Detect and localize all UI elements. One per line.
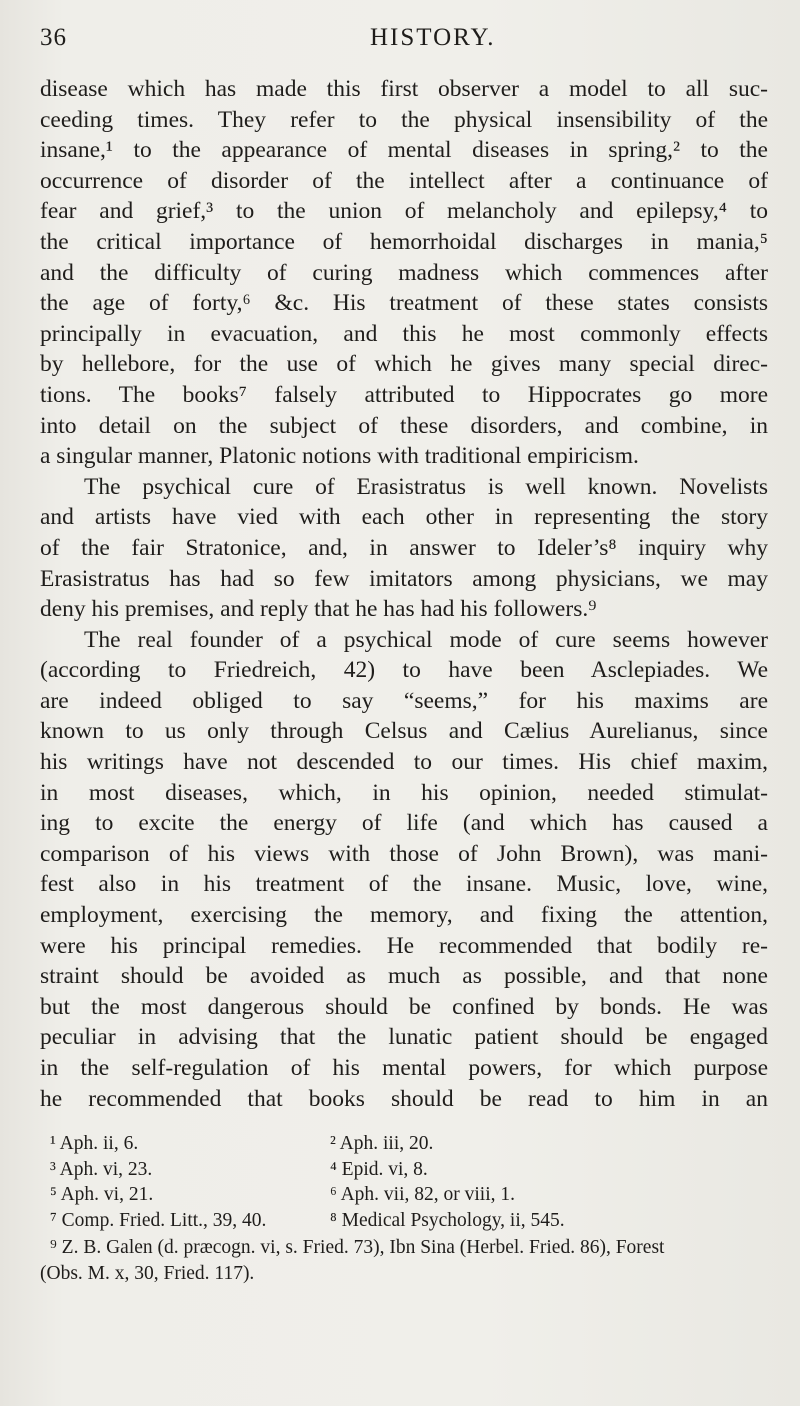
text-line: Erasistratus has had so few imitators among physicians, we may xyxy=(40,565,768,592)
text-line: and the difficulty of curing madness which commences after xyxy=(40,259,768,286)
text-line: and artists have vied with each other in representing the story xyxy=(40,504,768,531)
footnote-row xyxy=(40,1210,768,1236)
footnotes xyxy=(40,1133,768,1286)
text-line: by hellebore, for the use of which he gives many special direc- xyxy=(40,351,768,378)
text-line: ceeding times. They refer to the physical insensibility of the xyxy=(40,106,768,133)
text-line: insane,¹ to the appearance of mental diseases in spring,² to the xyxy=(40,137,768,164)
text-line: a singular manner, Platonic notions with traditional empiricism. xyxy=(40,443,639,470)
footnote-continuation: (Obs. M. x, 30, Fried. 117). xyxy=(40,1262,255,1284)
footnote: ⁶ Aph. vii, 82, or viii, 1. xyxy=(330,1184,516,1205)
text-line: in most diseases, which, in his opinion, needed stimulat- xyxy=(40,779,768,806)
text-line: The real founder of a psychical mode of cure seems however xyxy=(84,626,768,653)
text-line: principally in evacuation, and this he most commonly effects xyxy=(40,320,768,347)
footnote: ⁵ Aph. vi, 21. xyxy=(50,1184,154,1205)
text-line: straint should be avoided as much as possible, and that none xyxy=(40,963,768,990)
text-line: deny his premises, and reply that he has had his followers.⁹ xyxy=(40,596,597,623)
text-line: his writings have not descended to our times. His chief maxim, xyxy=(40,749,768,776)
text-line: disease which has made this first observer a model to all suc- xyxy=(40,76,768,102)
footnote: ² Aph. iii, 20. xyxy=(330,1133,434,1154)
text-line: are indeed obliged to say “seems,” for his maxims are xyxy=(40,687,768,714)
text-line: known to us only through Celsus and Cælius Aurelianus, since xyxy=(40,718,768,745)
text-line: of the fair Stratonice, and, in answer to Ideler’s⁸ inquiry why xyxy=(40,534,768,561)
text-line: employment, exercising the memory, and fixing the attention, xyxy=(40,902,768,929)
footnote: ⁸ Medical Psychology, ii, 545. xyxy=(330,1209,565,1231)
text-line: he recommended that books should be read to him in an xyxy=(40,1085,768,1112)
footnote-row xyxy=(40,1159,768,1185)
text-line: (according to Friedreich, 42) to have been Asclepiades. We xyxy=(40,657,768,684)
text-line: tions. The books⁷ falsely attributed to Hippocrates go more xyxy=(40,381,768,408)
text-line: peculiar in advising that the lunatic patient should be engaged xyxy=(40,1024,768,1051)
text-line: but the most dangerous should be confined by bonds. He was xyxy=(40,993,768,1020)
body-text xyxy=(40,74,768,1114)
text-line: comparison of his views with those of John Brown), was mani- xyxy=(40,840,768,867)
page-header xyxy=(40,24,770,54)
text-line: the critical importance of hemorrhoidal discharges in mania,⁵ xyxy=(40,228,768,255)
footnote: ⁷ Comp. Fried. Litt., 39, 40. xyxy=(50,1209,267,1231)
text-line: occurrence of disorder of the intellect after a continuance of xyxy=(40,167,768,194)
text-line: ing to excite the energy of life (and which has caused a xyxy=(40,810,768,837)
text-line: fear and grief,³ to the union of melancholy and epilepsy,⁴ to xyxy=(40,198,768,225)
page-number: 36 xyxy=(40,24,67,51)
text-line: fest also in his treatment of the insane. Music, love, wine, xyxy=(40,871,768,898)
footnote: ³ Aph. vi, 23. xyxy=(50,1158,153,1180)
footnote-row xyxy=(40,1184,768,1210)
text-line: in the self-regulation of his mental powers, for which purpose xyxy=(40,1055,768,1081)
text-line: The psychical cure of Erasistratus is well known. Novelists xyxy=(84,473,768,500)
footnote: ⁹ Z. B. Galen (d. præcogn. vi, s. Fried. 73), Ibn Sina (Herbel. Fried. 86), Forest xyxy=(50,1237,665,1258)
footnote: ⁴ Epid. vi, 8. xyxy=(330,1158,428,1180)
text-line: the age of forty,⁶ &c. His treatment of these states consists xyxy=(40,290,768,317)
text-line: into detail on the subject of these disorders, and combine, in xyxy=(40,412,768,439)
running-head: HISTORY. xyxy=(370,24,496,51)
footnote-row xyxy=(40,1133,768,1159)
text-line: were his principal remedies. He recommended that bodily re- xyxy=(40,932,768,959)
footnote: ¹ Aph. ii, 6. xyxy=(50,1133,139,1154)
